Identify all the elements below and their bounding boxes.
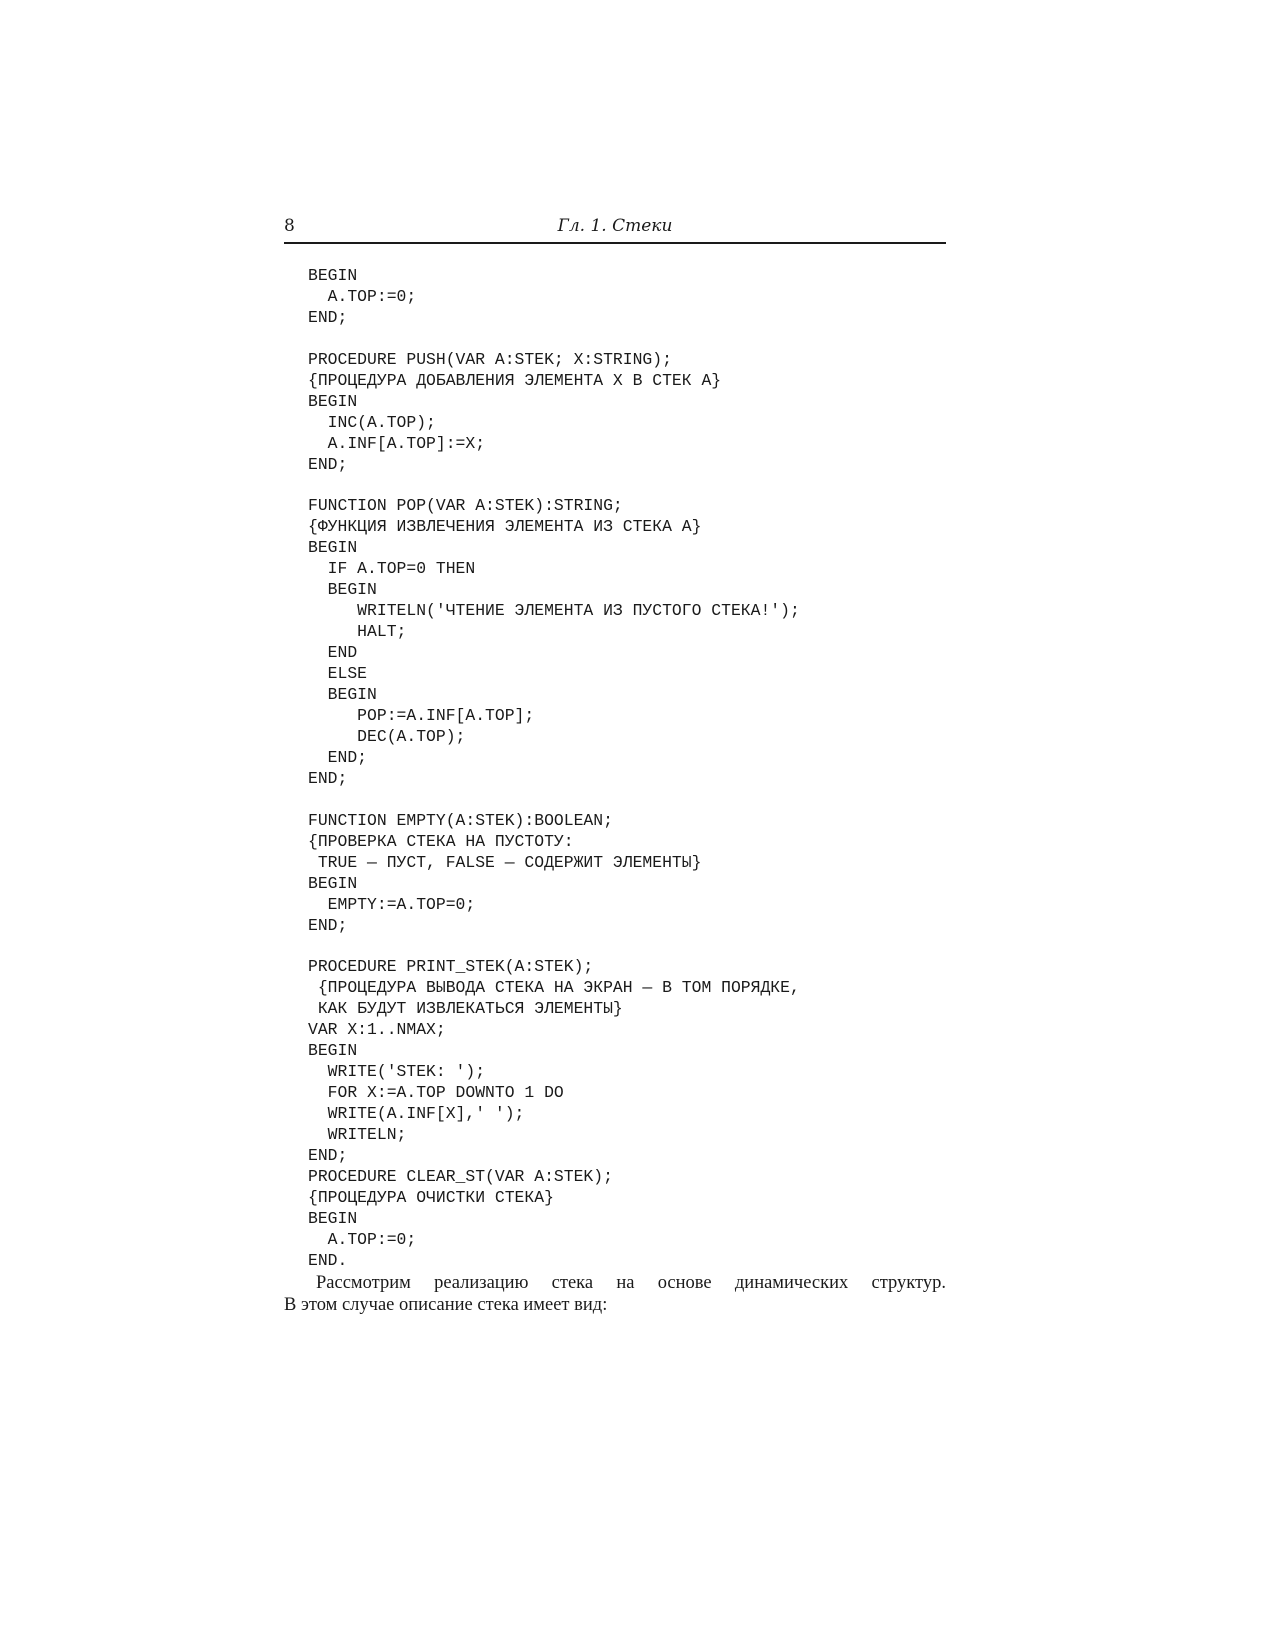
code-line: END bbox=[308, 643, 358, 663]
code-line: END; bbox=[308, 454, 348, 474]
code-line: BEGIN bbox=[308, 873, 358, 893]
code-line: {ПРОЦЕДУРА ДОБАВЛЕНИЯ ЭЛЕМЕНТА X В СТЕК A} bbox=[308, 370, 722, 390]
code-line: EMPTY:=A.TOP=0; bbox=[308, 894, 476, 914]
code-line bbox=[308, 790, 800, 811]
code-listing bbox=[308, 266, 800, 1272]
code-line: FUNCTION EMPTY(A:STEK):BOOLEAN; bbox=[308, 810, 613, 830]
code-line bbox=[308, 476, 800, 497]
code-line: BEGIN bbox=[308, 685, 377, 705]
code-line: POP:=A.INF[A.TOP]; bbox=[308, 706, 535, 726]
code-line: BEGIN bbox=[308, 538, 358, 558]
code-line: {ПРОВЕРКА СТЕКА НА ПУСТОТУ: bbox=[308, 831, 574, 851]
running-head: Гл. 1. Стеки bbox=[557, 216, 673, 236]
code-line: DEC(A.TOP); bbox=[308, 726, 466, 746]
paragraph-line: Рассмотрим реализацию стека на основе динамических структур. bbox=[316, 1273, 946, 1293]
code-line: BEGIN bbox=[308, 1041, 358, 1061]
code-line: VAR X:1..NMAX; bbox=[308, 1020, 446, 1040]
code-line: {ФУНКЦИЯ ИЗВЛЕЧЕНИЯ ЭЛЕМЕНТА ИЗ СТЕКА A} bbox=[308, 517, 702, 537]
code-line: END; bbox=[308, 768, 348, 788]
code-line: IF A.TOP=0 THEN bbox=[308, 559, 476, 579]
code-line: WRITE(A.INF[X],' '); bbox=[308, 1104, 525, 1124]
code-line: КАК БУДУТ ИЗВЛЕКАТЬСЯ ЭЛЕМЕНТЫ} bbox=[308, 999, 623, 1019]
body-paragraph bbox=[284, 1272, 946, 1316]
code-line: WRITELN('ЧТЕНИЕ ЭЛЕМЕНТА ИЗ ПУСТОГО СТЕКА!'); bbox=[308, 601, 800, 621]
code-line: PROCEDURE PRINT_STEK(A:STEK); bbox=[308, 957, 594, 977]
code-line: BEGIN bbox=[308, 580, 377, 600]
code-line: BEGIN bbox=[308, 391, 358, 411]
page-number: 8 bbox=[284, 216, 295, 236]
code-line bbox=[308, 937, 800, 958]
code-line: TRUE — ПУСТ, FALSE — СОДЕРЖИТ ЭЛЕМЕНТЫ} bbox=[308, 852, 702, 872]
code-line: END; bbox=[308, 915, 348, 935]
paragraph-line: В этом случае описание стека имеет вид: bbox=[284, 1295, 608, 1315]
code-line: PROCEDURE PUSH(VAR A:STEK; X:STRING); bbox=[308, 349, 672, 369]
code-line: BEGIN bbox=[308, 266, 358, 285]
code-line: HALT; bbox=[308, 622, 407, 642]
code-line: WRITE('STEK: '); bbox=[308, 1062, 486, 1082]
code-line: END; bbox=[308, 747, 368, 767]
code-line: END; bbox=[308, 307, 348, 327]
code-line: A.INF[A.TOP]:=X; bbox=[308, 433, 486, 453]
code-line: INC(A.TOP); bbox=[308, 412, 436, 432]
page-header bbox=[284, 214, 946, 244]
code-line: ELSE bbox=[308, 664, 368, 684]
code-line: A.TOP:=0; bbox=[308, 286, 417, 306]
code-line: FOR X:=A.TOP DOWNTO 1 DO bbox=[308, 1083, 564, 1103]
code-line: {ПРОЦЕДУРА ОЧИСТКИ СТЕКА} bbox=[308, 1187, 554, 1207]
code-line: END; bbox=[308, 1146, 348, 1166]
code-line: {ПРОЦЕДУРА ВЫВОДА СТЕКА НА ЭКРАН — В ТОМ ПОРЯДКЕ, bbox=[308, 978, 800, 998]
code-line: WRITELN; bbox=[308, 1125, 407, 1145]
code-line: END. bbox=[308, 1250, 348, 1270]
code-line: PROCEDURE CLEAR_ST(VAR A:STEK); bbox=[308, 1166, 613, 1186]
code-line: FUNCTION POP(VAR A:STEK):STRING; bbox=[308, 496, 623, 516]
code-line: BEGIN bbox=[308, 1208, 358, 1228]
code-line: A.TOP:=0; bbox=[308, 1229, 417, 1249]
code-line bbox=[308, 329, 800, 350]
